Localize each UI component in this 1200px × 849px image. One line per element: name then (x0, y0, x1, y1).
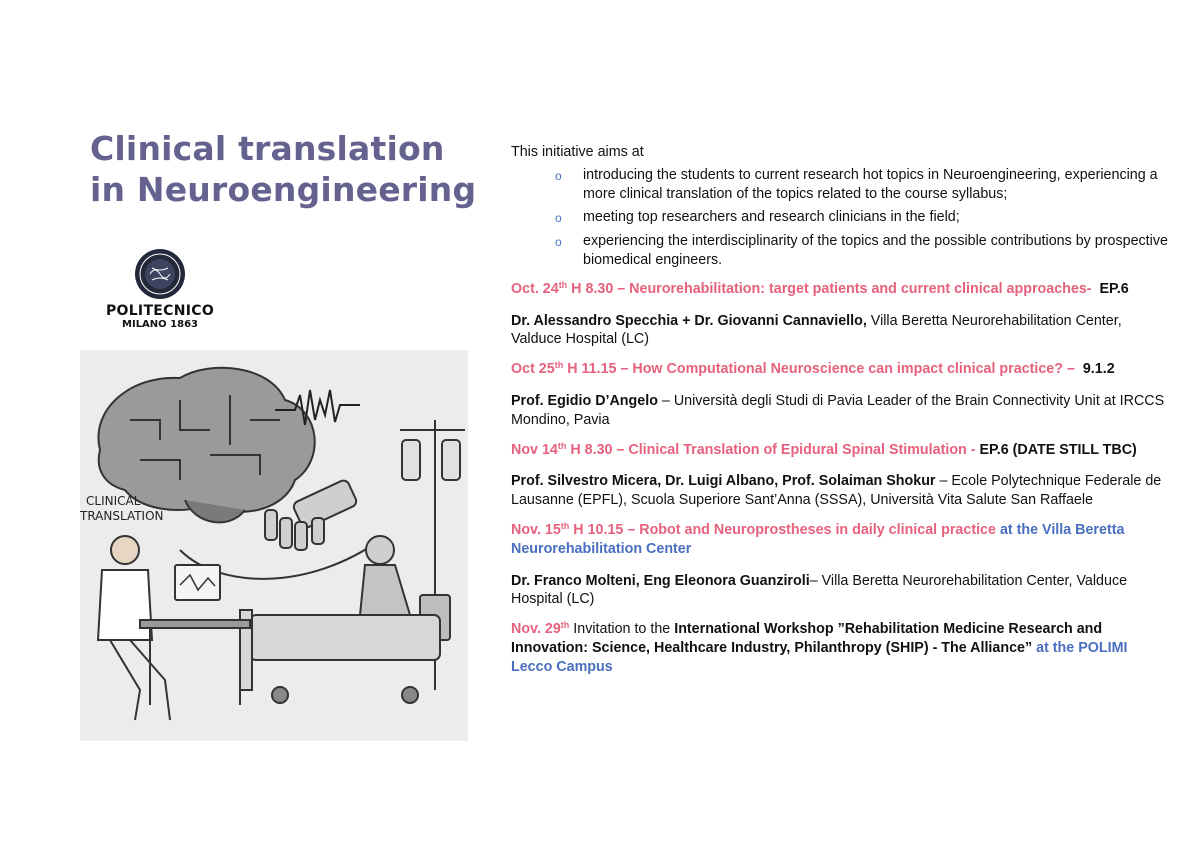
intro-text: This initiative aims at (511, 144, 644, 160)
svg-text:CLINICAL: CLINICAL (86, 494, 141, 508)
circle-bullet-icon: o (555, 235, 562, 250)
list-item: o experiencing the interdisciplinarity of the topics and the possible contributions by prospective biomedical engineers. (555, 233, 1168, 268)
logo-name: POLITECNICO (105, 303, 215, 319)
event-heading: Nov. 15th H 10.15 – Robot and Neuroprostheses in daily clinical practice at the Villa Beretta Neurorehabilitation Center (511, 520, 1125, 557)
event-heading: Nov 14th H 8.30 – Clinical Translation of Epidural Spinal Stimulation - EP.6 (DATE STILL TBC) (511, 440, 1137, 458)
list-item: o introducing the students to current research hot topics in Neuroengineering, experiencing a more clinical translation of the topics related to the course syllabus; (555, 166, 1158, 202)
event-speakers: Prof. Egidio D’Angelo – Università degli Studi di Pavia Leader of the Brain Connectivity Unit at IRCCS Mondino, Pavia (511, 392, 1165, 428)
circle-bullet-icon: o (555, 168, 562, 183)
clinical-translation-illustration (80, 350, 468, 741)
event-heading: Nov. 29th Invitation to the International Workshop ”Rehabilitation Medicine Research and Innovation: Science, Healthcare Industry, Philanthropy (SHIP) - The Alliance” at the POLIMI Lecco Campus (511, 620, 1128, 675)
circle-bullet-icon: o (555, 211, 562, 226)
university-seal-icon (134, 248, 186, 300)
event-speakers: Dr. Alessandro Specchia + Dr. Giovanni Cannaviello, Villa Beretta Neurorehabilitation Center, Valduce Hospital (LC) (511, 312, 1122, 348)
program-description (511, 143, 1171, 690)
list-item: o meeting top researchers and research clinicians in the field; (583, 208, 1171, 227)
event-heading: Oct. 24th H 8.30 – Neurorehabilitation: target patients and current clinical approaches- EP.6 (511, 279, 1129, 297)
politecnico-logo (98, 248, 222, 330)
svg-text:TRANSLATION: TRANSLATION (80, 509, 164, 523)
page-title: Clinical translation in Neuroengineering (90, 129, 477, 209)
event-speakers: Dr. Franco Molteni, Eng Eleonora Guanziroli– Villa Beretta Neurorehabilitation Center, Valduce Hospital (LC) (511, 572, 1128, 608)
event-speakers: Prof. Silvestro Micera, Dr. Luigi Albano, Prof. Solaiman Shokur – Ecole Polytechnique Federale de Lausanne (EPFL), Scuola Superiore Sant’Anna (SSSA), Università Vita Salute San Raffaele (511, 473, 1162, 509)
event-heading: Oct 25th H 11.15 – How Computational Neuroscience can impact clinical practice? – 9.1.2 (511, 360, 1115, 378)
logo-subtitle: MILANO 1863 (122, 319, 198, 330)
goals-list (511, 166, 1171, 270)
